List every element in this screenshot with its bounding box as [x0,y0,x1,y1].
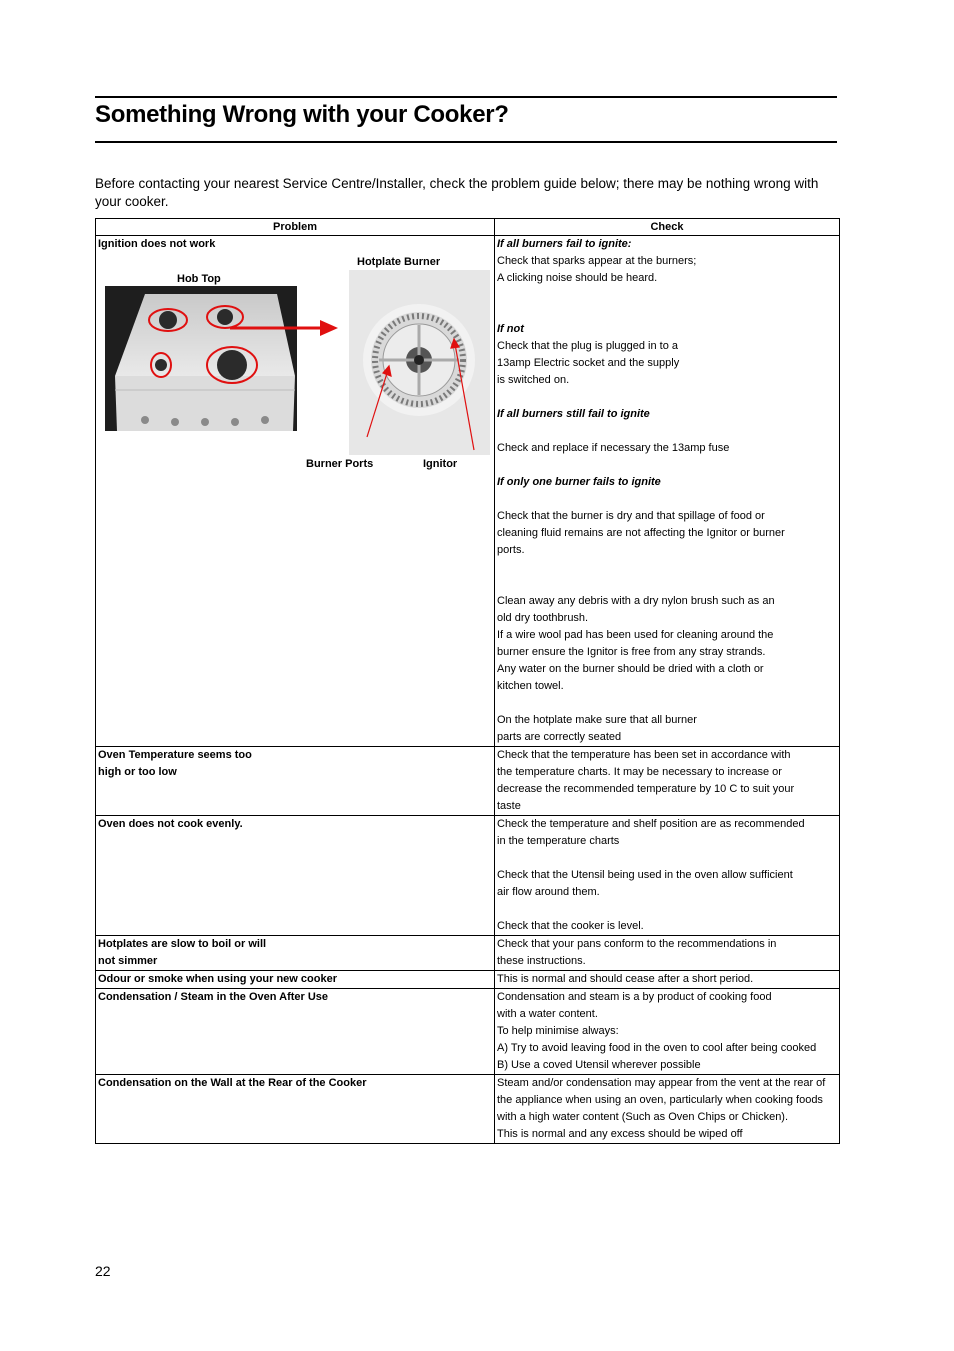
check-text: parts are correctly seated [497,731,622,743]
check-text: A clicking noise should be heard. [497,272,658,284]
table-row [96,971,840,989]
spacer [497,423,837,440]
table-row [96,236,840,747]
check-text: If a wire wool pad has been used for cleaning around the [497,629,774,641]
check-text: Condensation and steam is a by product of cooking food [497,991,772,1003]
check-text: cleaning fluid remains are not affecting the Ignitor or burner [497,527,785,539]
table-row [96,747,840,816]
intro-paragraph: Before contacting your nearest Service Centre/Installer, check the problem guide below; there may be nothing wrong with your cooker. [95,176,819,209]
check-text: This is normal and any excess should be wiped off [497,1128,743,1140]
problem-text: high or too low [98,766,177,778]
check-text: with a water content. [497,1008,598,1020]
check-text: decrease the recommended temperature by 10 C to suit your [497,783,795,795]
check-text: Check that the temperature has been set in accordance with [497,749,791,761]
table-row [96,816,840,936]
check-text: Check the temperature and shelf position are as recommended [497,818,805,830]
check-text: Check and replace if necessary the 13amp fuse [497,442,730,454]
spacer [497,287,837,304]
check-text: is switched on. [497,374,570,386]
arrow-icon [230,318,340,338]
check-text: Check that the plug is plugged in to a [497,340,679,352]
problem-cell [96,989,495,1075]
title-underline [95,141,837,143]
check-cell [495,1075,840,1144]
check-text: Check that the cooker is level. [497,920,644,932]
check-cell [495,816,840,936]
burner-ports-label: Burner Ports [306,458,374,470]
problem-header: Problem [96,219,495,236]
check-cell [495,236,840,747]
spacer [497,850,837,867]
hob-top-photo [105,286,297,431]
problem-cell [96,816,495,936]
table-row [96,989,840,1075]
page-number: 22 [95,1263,111,1279]
check-cell [495,936,840,971]
check-text: ports. [497,544,525,556]
problem-text: Odour or smoke when using your new cooker [98,973,337,985]
check-text: To help minimise always: [497,1025,619,1037]
check-text: A) Try to avoid leaving food in the oven to cool after being cooked [497,1042,817,1054]
check-text: Steam and/or condensation may appear from the vent at the rear of [497,1077,826,1089]
check-text: On the hotplate make sure that all burner [497,714,697,726]
problem-text: Oven Temperature seems too [98,749,252,761]
hotplate-burner-label: Hotplate Burner [357,256,441,268]
ignition-illustration-panel [98,236,492,740]
spacer [497,389,837,406]
check-cell [495,747,840,816]
check-text: air flow around them. [497,886,600,898]
problem-text: not simmer [98,955,158,967]
hotplate-burner-photo [349,270,490,455]
problem-cell [96,971,495,989]
table-row [96,936,840,971]
check-cell [495,989,840,1075]
check-text: B) Use a coved Utensil wherever possible [497,1059,701,1071]
spacer [497,457,837,474]
spacer [497,695,837,712]
check-header: Check [495,219,840,236]
check-text: the temperature charts. It may be necessary to increase or [497,766,782,778]
spacer [497,304,837,321]
problem-text: Condensation / Steam in the Oven After Use [98,991,329,1003]
check-text: with a high water content (Such as Oven Chips or Chicken). [497,1111,789,1123]
problem-text: Oven does not cook evenly. [98,818,243,830]
check-subheading: If not [497,323,524,335]
check-text: Check that your pans conform to the recommendations in [497,938,777,950]
ignitor-label: Ignitor [423,458,458,470]
check-text: Check that sparks appear at the burners; [497,255,697,267]
spacer [497,901,837,918]
spacer [497,559,837,576]
top-rule [95,96,837,98]
check-text: This is normal and should cease after a short period. [497,973,754,985]
page-title: Something Wrong with your Cooker? [95,101,509,128]
problem-text: Ignition does not work [98,238,216,250]
check-text: Check that the burner is dry and that spillage of food or [497,510,765,522]
problem-cell [96,1075,495,1144]
check-subheading: If only one burner fails to ignite [497,476,661,488]
check-text: Check that the Utensil being used in the oven allow sufficient [497,869,793,881]
check-text: these instructions. [497,955,586,967]
table-row [96,1075,840,1144]
problem-cell [96,747,495,816]
problem-cell [96,936,495,971]
check-cell [495,971,840,989]
check-subheading: If all burners fail to ignite: [497,238,632,250]
check-text: kitchen towel. [497,680,564,692]
spacer [497,576,837,593]
problem-cell [96,236,495,747]
problem-text: Condensation on the Wall at the Rear of the Cooker [98,1077,367,1089]
problem-text: Hotplates are slow to boil or will [98,938,267,950]
hob-top-label: Hob Top [177,273,221,285]
check-subheading: If all burners still fail to ignite [497,408,650,420]
check-text: in the temperature charts [497,835,620,847]
check-text: Clean away any debris with a dry nylon brush such as an [497,595,775,607]
check-text: burner ensure the Ignitor is free from any stray strands. [497,646,766,658]
check-text: the appliance when using an oven, particularly when cooking foods [497,1094,823,1106]
table-header-row [96,219,840,236]
check-text: Any water on the burner should be dried with a cloth or [497,663,764,675]
troubleshooting-table [95,218,840,1144]
check-text: old dry toothbrush. [497,612,589,624]
check-text: 13amp Electric socket and the supply [497,357,680,369]
spacer [497,491,837,508]
check-text: taste [497,800,521,812]
